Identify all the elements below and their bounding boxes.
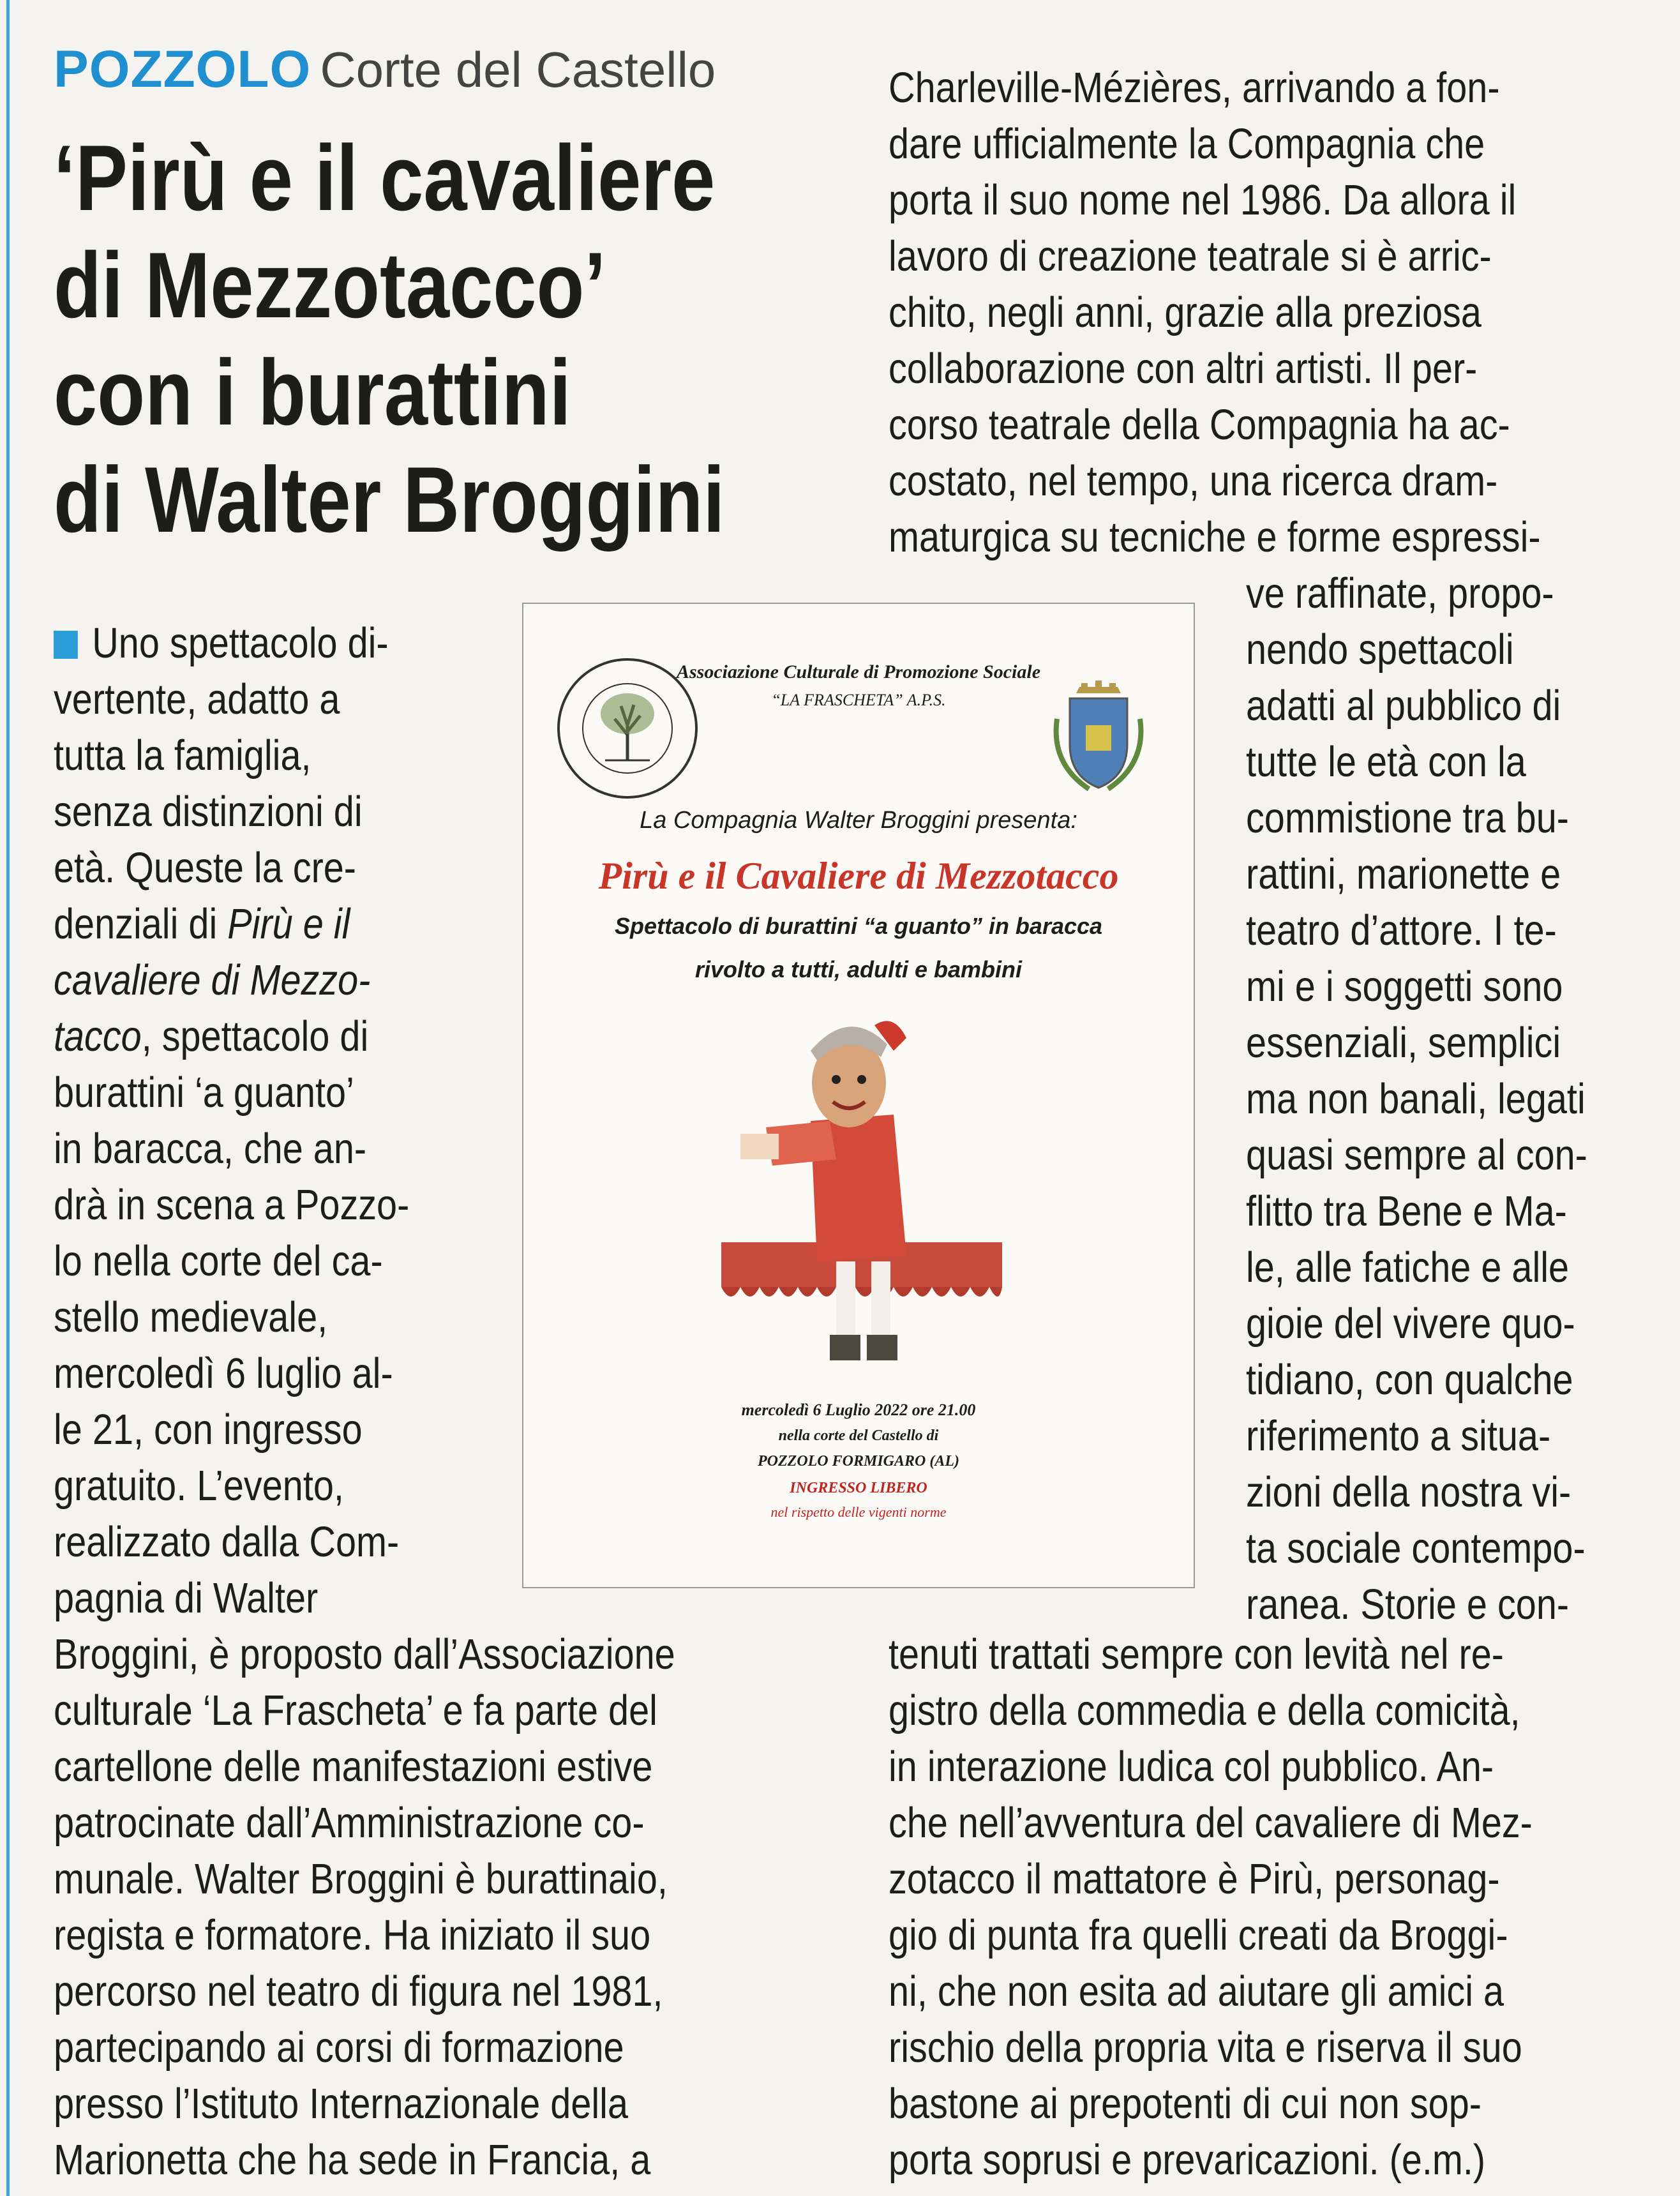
text-line: in interazione ludica col pubblico. An- — [889, 1743, 1494, 1791]
text-line: culturale ‘La Frascheta’ e fa parte del — [54, 1687, 657, 1734]
article-col-left-narrow — [54, 615, 467, 1627]
text-line: patrocinate dall’Amministrazione co- — [54, 1799, 645, 1847]
text-line: gistro della commedia e della comicità, — [889, 1687, 1520, 1734]
poster-presents: La Compagnia Walter Broggini presenta: — [640, 807, 1077, 834]
text-line: chito, negli anni, grazie alla preziosa — [889, 289, 1481, 336]
kicker — [54, 40, 716, 100]
kicker-place: POZZOLO — [54, 40, 311, 98]
headline — [54, 124, 725, 553]
poster-title: Pirù e il Cavaliere di Mezzotacco — [598, 855, 1119, 897]
text-line: cartellone delle manifestazioni estive — [54, 1743, 653, 1791]
event-poster — [522, 603, 1195, 1588]
text-line: munale. Walter Broggini è burattinaio, — [54, 1855, 668, 1903]
headline-line: di Mezzotacco’ — [54, 233, 606, 337]
text-line: quasi sempre al con- — [1246, 1131, 1587, 1179]
text-line: porta soprusi e prevaricazioni. (e.m.) — [889, 2136, 1486, 2184]
text-line: in baracca, che an- — [54, 1125, 367, 1173]
text-line: denziali di Pirù e il — [54, 900, 350, 948]
italic-title-part: tacco — [54, 1012, 142, 1060]
text-line: età. Queste la cre- — [54, 844, 356, 892]
article-col-right-top — [889, 60, 1647, 566]
text-line — [54, 952, 409, 1009]
puppet-image — [702, 1012, 1021, 1383]
text-line: mi e i soggetti sono — [1246, 963, 1563, 1011]
text-line: maturgica su tecniche e forme espressi- — [889, 513, 1541, 561]
text-line: bastone ai prepotenti di cui non sop- — [889, 2080, 1481, 2128]
text-line: presso l’Istituto Internazionale della — [54, 2080, 629, 2128]
text-line: percorso nel teatro di figura nel 1981, — [54, 1967, 663, 2015]
text-line: Uno spettacolo di- — [54, 615, 409, 672]
poster-note: nel rispetto delle vigenti norme — [770, 1504, 947, 1520]
text-line: nendo spettacoli — [1246, 626, 1514, 673]
text-line: zotacco il mattatore è Pirù, personag- — [889, 1855, 1500, 1903]
text-line: che nell’avventura del cavaliere di Mez- — [889, 1799, 1533, 1847]
text-line: ma non banali, legati — [1246, 1075, 1586, 1123]
article-col-right-wide — [889, 1627, 1637, 2188]
bullet-square-icon — [54, 631, 78, 659]
text-line: lavoro di creazione teatrale si è arric- — [889, 232, 1492, 280]
text-line: teatro d’attore. I te- — [1246, 906, 1557, 954]
text-line: mercoledì 6 luglio al- — [54, 1350, 393, 1397]
text-line: essenziali, semplici — [1246, 1019, 1561, 1067]
text-line: Charleville-Mézières, arrivando a fon- — [889, 64, 1500, 112]
text-line: burattini ‘a guanto’ — [54, 1069, 354, 1117]
text-line: gioie del vivere quo- — [1246, 1300, 1575, 1348]
text-line: tenuti trattati sempre con levità nel re- — [889, 1630, 1504, 1678]
text-line: pagnia di Walter — [54, 1574, 319, 1622]
text-line: riferimento a situa- — [1246, 1412, 1551, 1460]
text-line: regista e formatore. Ha iniziato il suo — [54, 1911, 651, 1959]
italic-title-part: cavaliere di Mezzo- — [54, 956, 371, 1004]
text-line: Marionetta che ha sede in Francia, a — [54, 2136, 651, 2184]
text-line: flitto tra Bene e Ma- — [1246, 1187, 1567, 1235]
poster-association-line: Associazione Culturale di Promozione Sociale — [676, 661, 1041, 682]
text-line: Broggini, è proposto dall’Associazione — [54, 1630, 675, 1678]
text-line: rattini, marionette e — [1246, 850, 1561, 898]
italic-title-part: Pirù e il — [227, 900, 350, 948]
text-line: le 21, con ingresso — [54, 1406, 363, 1454]
left-border-rule — [6, 0, 10, 2196]
poster-free-entry: INGRESSO LIBERO — [790, 1480, 927, 1496]
headline-line: di Walter Broggini — [54, 447, 725, 552]
text-line: gratuito. L’evento, — [54, 1462, 344, 1510]
text-line: adatti al pubblico di — [1246, 682, 1561, 730]
article-col-left-wide — [54, 1627, 776, 2188]
poster-place-line-2: POZZOLO FORMIGARO (AL) — [758, 1453, 959, 1470]
poster-date: mercoledì 6 Luglio 2022 ore 21.00 — [741, 1401, 976, 1419]
text-line: collaborazione con altri artisti. Il per- — [889, 345, 1478, 393]
text-line: zioni della nostra vi- — [1246, 1468, 1571, 1516]
text-line: costato, nel tempo, una ricerca dram- — [889, 457, 1498, 505]
poster-association-name: “LA FRASCHETA” A.P.S. — [771, 691, 946, 709]
text-line: realizzato dalla Com- — [54, 1518, 400, 1566]
text-line: tidiano, con qualche — [1246, 1356, 1573, 1404]
poster-place-line-1: nella corte del Castello di — [778, 1427, 939, 1444]
text-line: tacco, spettacolo di — [54, 1012, 369, 1060]
text-line: porta il suo nome nel 1986. Da allora il — [889, 176, 1517, 224]
text-line: senza distinzioni di — [54, 788, 363, 836]
kicker-location: Corte del Castello — [320, 41, 716, 98]
text-line: stello medievale, — [54, 1293, 328, 1341]
text-line: dare ufficialmente la Compagnia che — [889, 120, 1485, 168]
text-line: drà in scena a Pozzo- — [54, 1181, 410, 1229]
poster-subtitle-1: Spettacolo di burattini “a guanto” in baracca — [614, 913, 1103, 939]
text-line: commistione tra bu- — [1246, 794, 1569, 842]
poster-subtitle-2: rivolto a tutti, adulti e bambini — [694, 956, 1022, 982]
text-line: gio di punta fra quelli creati da Broggi- — [889, 1911, 1508, 1959]
text-line: tutte le età con la — [1246, 738, 1526, 786]
text-line: ranea. Storie e con- — [1246, 1581, 1570, 1628]
text-line: rischio della propria vita e riserva il suo — [889, 2024, 1522, 2072]
text-line: ta sociale contempo- — [1246, 1524, 1586, 1572]
text-line: lo nella corte del ca- — [54, 1237, 383, 1285]
text-line: corso teatrale della Compagnia ha ac- — [889, 401, 1510, 449]
text-line: partecipando ai corsi di formazione — [54, 2024, 624, 2072]
headline-line: con i burattini — [54, 340, 571, 444]
text-line: tutta la famiglia, — [54, 732, 311, 779]
text-line: le, alle fatiche e alle — [1246, 1244, 1570, 1291]
text-line: vertente, adatto a — [54, 675, 340, 723]
text-line: ni, che non esita ad aiutare gli amici a — [889, 1967, 1504, 2015]
headline-line: ‘Pirù e il cavaliere — [54, 126, 716, 230]
text-line: ve raffinate, propo- — [1246, 569, 1554, 617]
article-col-right-narrow — [1246, 566, 1643, 1633]
